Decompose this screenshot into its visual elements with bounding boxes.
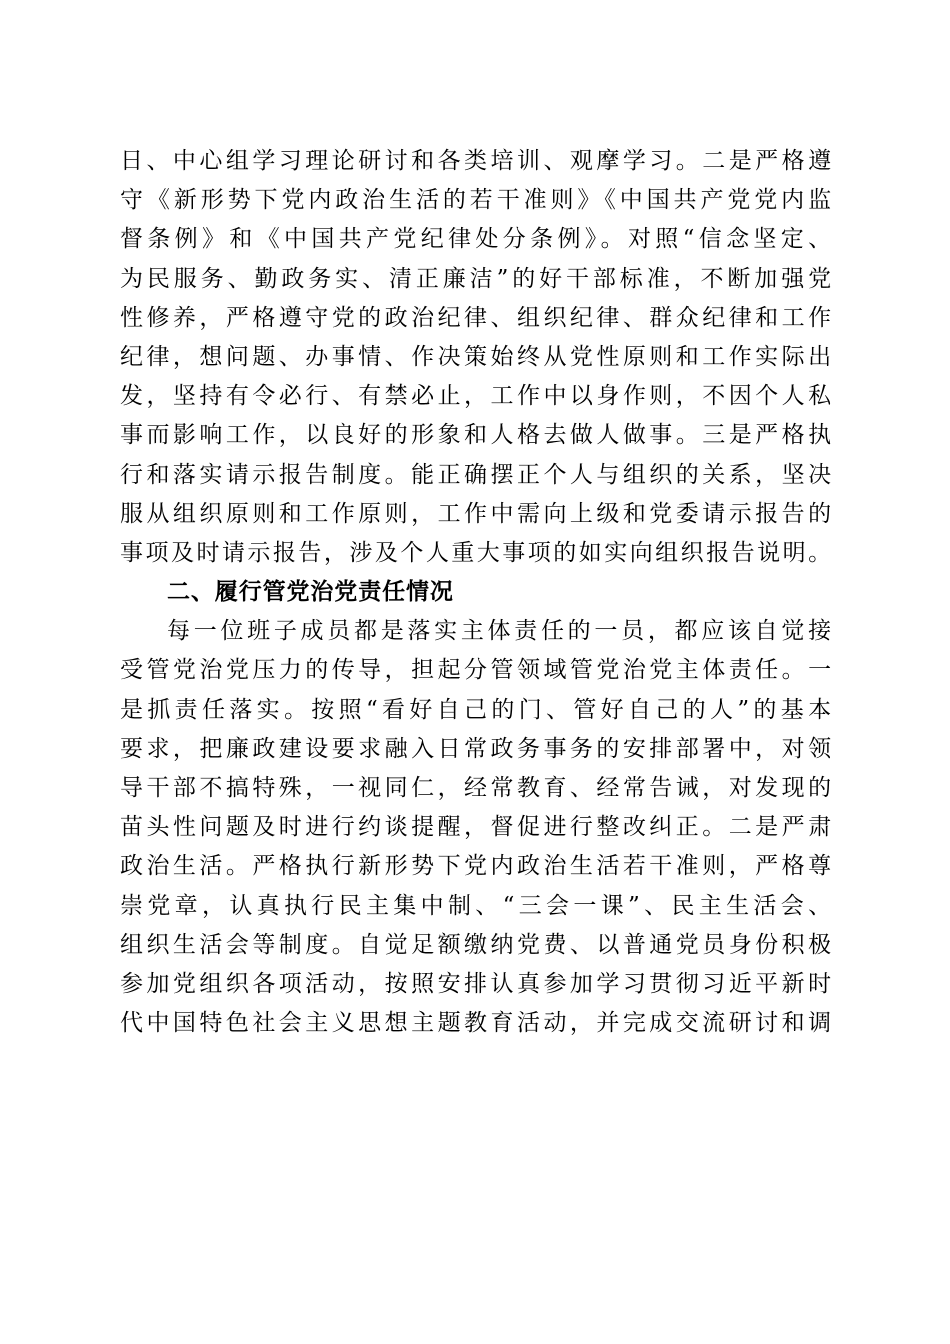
- text-line: 事项及时请示报告，涉及个人重大事项的如实向组织报告说明。: [120, 539, 832, 566]
- section-heading: 二、履行管党治党责任情况: [167, 579, 454, 606]
- paragraph-main: [120, 612, 832, 1043]
- text-line: 性修养，严格遵守党的政治纪律、组织纪律、群众纪律和工作: [120, 304, 832, 331]
- text-line: 组织生活会等制度。自觉足额缴纳党费、以普通党员身份积极: [120, 931, 832, 958]
- text-line: 事而影响工作，以良好的形象和人格去做人做事。三是严格执: [120, 422, 832, 449]
- text-line: 代中国特色社会主义思想主题教育活动，并完成交流研讨和调: [120, 1010, 832, 1037]
- text-line-first: 每一位班子成员都是落实主体责任的一员，都应该自觉接: [167, 618, 832, 645]
- text-line: 纪律，想问题、办事情、作决策始终从党性原则和工作实际出: [120, 343, 832, 370]
- document-body: [120, 142, 832, 1043]
- text-line: 为民服务、勤政务实、清正廉洁”的好干部标准，不断加强党: [120, 265, 832, 292]
- text-line: 导干部不搞特殊，一视同仁，经常教育、经常告诫，对发现的: [120, 775, 832, 801]
- text-line: 督条例》和《中国共产党纪律处分条例》。对照“信念坚定、: [120, 226, 832, 253]
- text-line: 崇党章，认真执行民主集中制、“三会一课”、民主生活会、: [120, 892, 832, 919]
- text-line: 守《新形势下党内政治生活的若干准则》《中国共产党党内监: [120, 187, 832, 214]
- text-line: 要求，把廉政建设要求融入日常政务事务的安排部署中，对领: [120, 735, 832, 762]
- text-line: 日、中心组学习理论研讨和各类培训、观摩学习。二是严格遵: [120, 148, 832, 174]
- text-line: 参加党组织各项活动，按照安排认真参加学习贯彻习近平新时: [120, 970, 832, 997]
- text-line: 行和落实请示报告制度。能正确摆正个人与组织的关系，坚决: [120, 461, 832, 488]
- paragraph-continuation: [120, 142, 832, 573]
- text-line: 政治生活。严格执行新形势下党内政治生活若干准则，严格尊: [120, 853, 832, 880]
- text-line: 发，坚持有令必行、有禁必止，工作中以身作则，不因个人私: [120, 383, 832, 410]
- text-line: 苗头性问题及时进行约谈提醒，督促进行整改纠正。二是严肃: [120, 814, 832, 841]
- text-line: 是抓责任落实。按照“看好自己的门、管好自己的人”的基本: [120, 696, 832, 723]
- text-line: 受管党治党压力的传导，担起分管领域管党治党主体责任。一: [120, 657, 832, 684]
- text-line: 服从组织原则和工作原则，工作中需向上级和党委请示报告的: [120, 500, 832, 527]
